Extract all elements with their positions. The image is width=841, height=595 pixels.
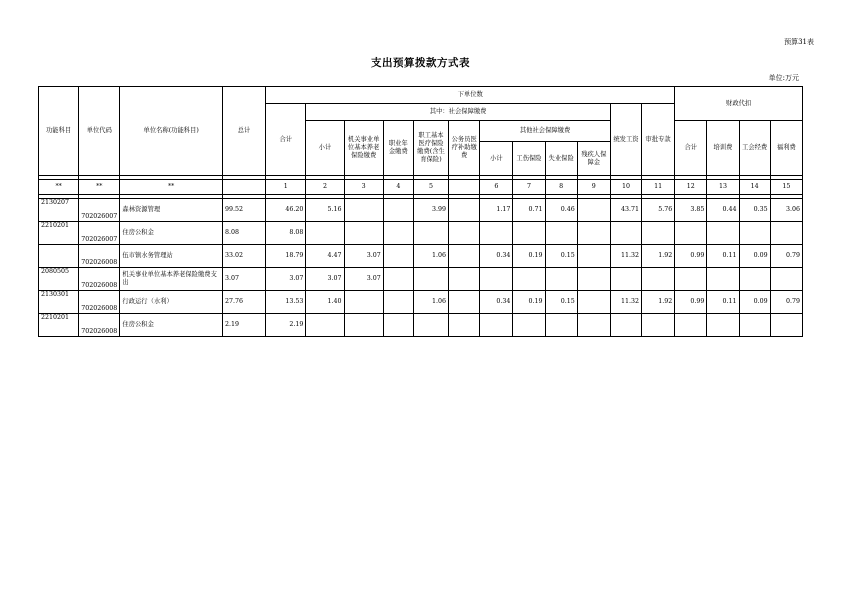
column-index-cell: 14 <box>739 180 770 195</box>
other-subtotal-cell <box>480 222 513 245</box>
unified-salary-cell <box>610 268 641 291</box>
unified-salary-cell: 43.71 <box>610 199 641 222</box>
unemployment-cell <box>545 222 577 245</box>
unified-salary-cell <box>610 222 641 245</box>
table-row <box>39 245 803 268</box>
column-index-cell: 6 <box>480 180 513 195</box>
unit-name-cell: 行政运行（水利） <box>120 291 223 314</box>
column-index-row <box>39 180 803 195</box>
medical-cell: 1.06 <box>413 291 448 314</box>
other-subtotal-cell <box>480 314 513 337</box>
header-other-social: 其他社会保障缴费 <box>480 121 611 142</box>
header-civil-medical: 公务员医疗补助缴费 <box>449 121 480 176</box>
column-index-cell: 11 <box>642 180 675 195</box>
unemployment-cell: 0.15 <box>545 291 577 314</box>
subtotal-cell: 3.07 <box>266 268 306 291</box>
page-title: 支出预算拨款方式表 <box>371 57 470 69</box>
other-subtotal-cell: 0.34 <box>480 291 513 314</box>
column-index-cell: 15 <box>770 180 802 195</box>
total-cell: 99.52 <box>222 199 265 222</box>
other-subtotal-cell: 1.17 <box>480 199 513 222</box>
civil-medical-cell <box>449 222 480 245</box>
header-other-subtotal: 小计 <box>480 142 513 176</box>
unit-code-cell: 702026008 <box>79 245 120 268</box>
unemployment-cell: 0.46 <box>545 199 577 222</box>
disability-cell <box>577 268 610 291</box>
header-unemployment: 失业保险 <box>545 142 577 176</box>
fiscal-subtotal-cell: 0.99 <box>675 291 707 314</box>
disability-cell <box>577 245 610 268</box>
unit-name-cell: 住房公积金 <box>120 314 223 337</box>
unit-name-cell: 森林资源管理 <box>120 199 223 222</box>
approval-cell: 1.92 <box>642 245 675 268</box>
column-index-cell: ** <box>79 180 120 195</box>
column-index-cell: 7 <box>513 180 545 195</box>
unit-code-cell: 702026007 <box>79 222 120 245</box>
training-cell <box>707 222 739 245</box>
header-func-subject: 功能科目 <box>39 87 79 176</box>
occupational-cell <box>383 268 413 291</box>
column-index-cell: ** <box>120 180 223 195</box>
total-cell: 27.76 <box>222 291 265 314</box>
column-index-cell: 8 <box>545 180 577 195</box>
social-subtotal-cell: 1.40 <box>306 291 344 314</box>
table-row <box>39 314 803 337</box>
approval-cell: 1.92 <box>642 291 675 314</box>
pension-cell: 3.07 <box>344 245 383 268</box>
approval-cell <box>642 222 675 245</box>
fiscal-subtotal-cell <box>675 268 707 291</box>
unemployment-cell: 0.15 <box>545 245 577 268</box>
func-code-cell: 2080505 <box>39 268 79 291</box>
injury-cell: 0.71 <box>513 199 545 222</box>
header-union: 工会经费 <box>739 121 770 176</box>
unit-name-cell: 伍市镇水务管理站 <box>120 245 223 268</box>
pension-cell <box>344 291 383 314</box>
subtotal-cell: 8.08 <box>266 222 306 245</box>
budget-table <box>38 86 803 337</box>
func-code-cell: 2210201 <box>39 314 79 337</box>
header-lower-unit: 下单位数 <box>266 87 675 104</box>
unit-name-cell: 住房公积金 <box>120 222 223 245</box>
unit-code-cell: 702026007 <box>79 199 120 222</box>
subtotal-cell: 46.20 <box>266 199 306 222</box>
welfare-cell <box>770 222 802 245</box>
fiscal-subtotal-cell <box>675 314 707 337</box>
fiscal-subtotal-cell <box>675 222 707 245</box>
page-id: 预算31表 <box>784 38 814 46</box>
table-row <box>39 222 803 245</box>
civil-medical-cell <box>449 291 480 314</box>
header-injury: 工伤保险 <box>513 142 545 176</box>
header-approval: 审批专款 <box>642 104 675 176</box>
subtotal-cell: 2.19 <box>266 314 306 337</box>
training-cell <box>707 314 739 337</box>
column-index-cell: 5 <box>413 180 448 195</box>
training-cell <box>707 268 739 291</box>
approval-cell: 5.76 <box>642 199 675 222</box>
header-medical: 职工基本医疗保险缴费(含生育保险) <box>413 121 448 176</box>
header-subtotal: 合计 <box>266 104 306 176</box>
injury-cell <box>513 268 545 291</box>
subtotal-cell: 13.53 <box>266 291 306 314</box>
injury-cell: 0.19 <box>513 245 545 268</box>
column-index-cell: 1 <box>266 180 306 195</box>
occupational-cell <box>383 222 413 245</box>
welfare-cell <box>770 268 802 291</box>
civil-medical-cell <box>449 314 480 337</box>
training-cell: 0.11 <box>707 245 739 268</box>
disability-cell <box>577 314 610 337</box>
medical-cell <box>413 314 448 337</box>
unified-salary-cell <box>610 314 641 337</box>
unified-salary-cell: 11.32 <box>610 291 641 314</box>
training-cell: 0.11 <box>707 291 739 314</box>
civil-medical-cell <box>449 245 480 268</box>
welfare-cell <box>770 314 802 337</box>
table-row <box>39 291 803 314</box>
header-row-1 <box>39 87 803 104</box>
injury-cell <box>513 222 545 245</box>
header-unit-code: 单位代码 <box>79 87 120 176</box>
disability-cell <box>577 291 610 314</box>
table-row <box>39 199 803 222</box>
column-index-cell <box>449 180 480 195</box>
union-cell: 0.35 <box>739 199 770 222</box>
pension-cell: 3.07 <box>344 268 383 291</box>
column-index-cell: 9 <box>577 180 610 195</box>
header-fiscal-agency: 财政代扣 <box>675 87 803 121</box>
column-index-cell: 13 <box>707 180 739 195</box>
total-cell: 33.02 <box>222 245 265 268</box>
column-index-cell: 2 <box>306 180 344 195</box>
social-subtotal-cell: 3.07 <box>306 268 344 291</box>
training-cell: 0.44 <box>707 199 739 222</box>
union-cell <box>739 222 770 245</box>
welfare-cell: 0.79 <box>770 245 802 268</box>
func-code-cell: 2130207 <box>39 199 79 222</box>
header-unified-salary: 统发工资 <box>610 104 641 176</box>
column-index-cell: ** <box>39 180 79 195</box>
welfare-cell: 0.79 <box>770 291 802 314</box>
approval-cell <box>642 268 675 291</box>
social-subtotal-cell <box>306 314 344 337</box>
table-row <box>39 268 803 291</box>
fiscal-subtotal-cell: 0.99 <box>675 245 707 268</box>
column-index-cell: 10 <box>610 180 641 195</box>
welfare-cell: 3.06 <box>770 199 802 222</box>
pension-cell <box>344 222 383 245</box>
union-cell <box>739 314 770 337</box>
unit-name-cell: 机关事业单位基本养老保险缴费支出 <box>120 268 223 291</box>
approval-cell <box>642 314 675 337</box>
header-pension: 机关事业单位基本养老保险缴费 <box>344 121 383 176</box>
injury-cell <box>513 314 545 337</box>
header-fiscal-subtotal: 合计 <box>675 121 707 176</box>
unified-salary-cell: 11.32 <box>610 245 641 268</box>
column-index-cell: 4 <box>383 180 413 195</box>
unit-code-cell: 702026008 <box>79 268 120 291</box>
union-cell: 0.09 <box>739 245 770 268</box>
header-social-subtotal: 小计 <box>306 121 344 176</box>
occupational-cell <box>383 199 413 222</box>
column-index-cell <box>222 180 265 195</box>
social-subtotal-cell: 5.16 <box>306 199 344 222</box>
unit-code-cell: 702026008 <box>79 291 120 314</box>
func-code-cell: 2210201 <box>39 222 79 245</box>
social-subtotal-cell <box>306 222 344 245</box>
func-code-cell: 2130301 <box>39 291 79 314</box>
social-subtotal-cell: 4.47 <box>306 245 344 268</box>
other-subtotal-cell: 0.34 <box>480 245 513 268</box>
disability-cell <box>577 222 610 245</box>
unit-code-cell: 702026008 <box>79 314 120 337</box>
civil-medical-cell <box>449 199 480 222</box>
header-disability: 残疾人保障金 <box>577 142 610 176</box>
header-welfare: 福利费 <box>770 121 802 176</box>
total-cell: 3.07 <box>222 268 265 291</box>
column-index-cell: 12 <box>675 180 707 195</box>
column-index-cell: 3 <box>344 180 383 195</box>
subtotal-cell: 18.79 <box>266 245 306 268</box>
occupational-cell <box>383 291 413 314</box>
civil-medical-cell <box>449 268 480 291</box>
medical-cell: 3.99 <box>413 199 448 222</box>
injury-cell: 0.19 <box>513 291 545 314</box>
disability-cell <box>577 199 610 222</box>
header-training: 培训费 <box>707 121 739 176</box>
header-unit-name: 单位名称(功能科目) <box>120 87 223 176</box>
pension-cell <box>344 199 383 222</box>
header-total: 总计 <box>222 87 265 176</box>
medical-cell <box>413 222 448 245</box>
unit-label: 单位:万元 <box>768 74 799 82</box>
unemployment-cell <box>545 314 577 337</box>
medical-cell: 1.06 <box>413 245 448 268</box>
func-code-cell <box>39 245 79 268</box>
fiscal-subtotal-cell: 3.85 <box>675 199 707 222</box>
header-occupational: 职业年金缴费 <box>383 121 413 176</box>
occupational-cell <box>383 314 413 337</box>
header-among-social: 其中：社会保障缴费 <box>306 104 611 121</box>
unemployment-cell <box>545 268 577 291</box>
medical-cell <box>413 268 448 291</box>
occupational-cell <box>383 245 413 268</box>
union-cell: 0.09 <box>739 291 770 314</box>
other-subtotal-cell <box>480 268 513 291</box>
union-cell <box>739 268 770 291</box>
total-cell: 2.19 <box>222 314 265 337</box>
pension-cell <box>344 314 383 337</box>
total-cell: 8.08 <box>222 222 265 245</box>
